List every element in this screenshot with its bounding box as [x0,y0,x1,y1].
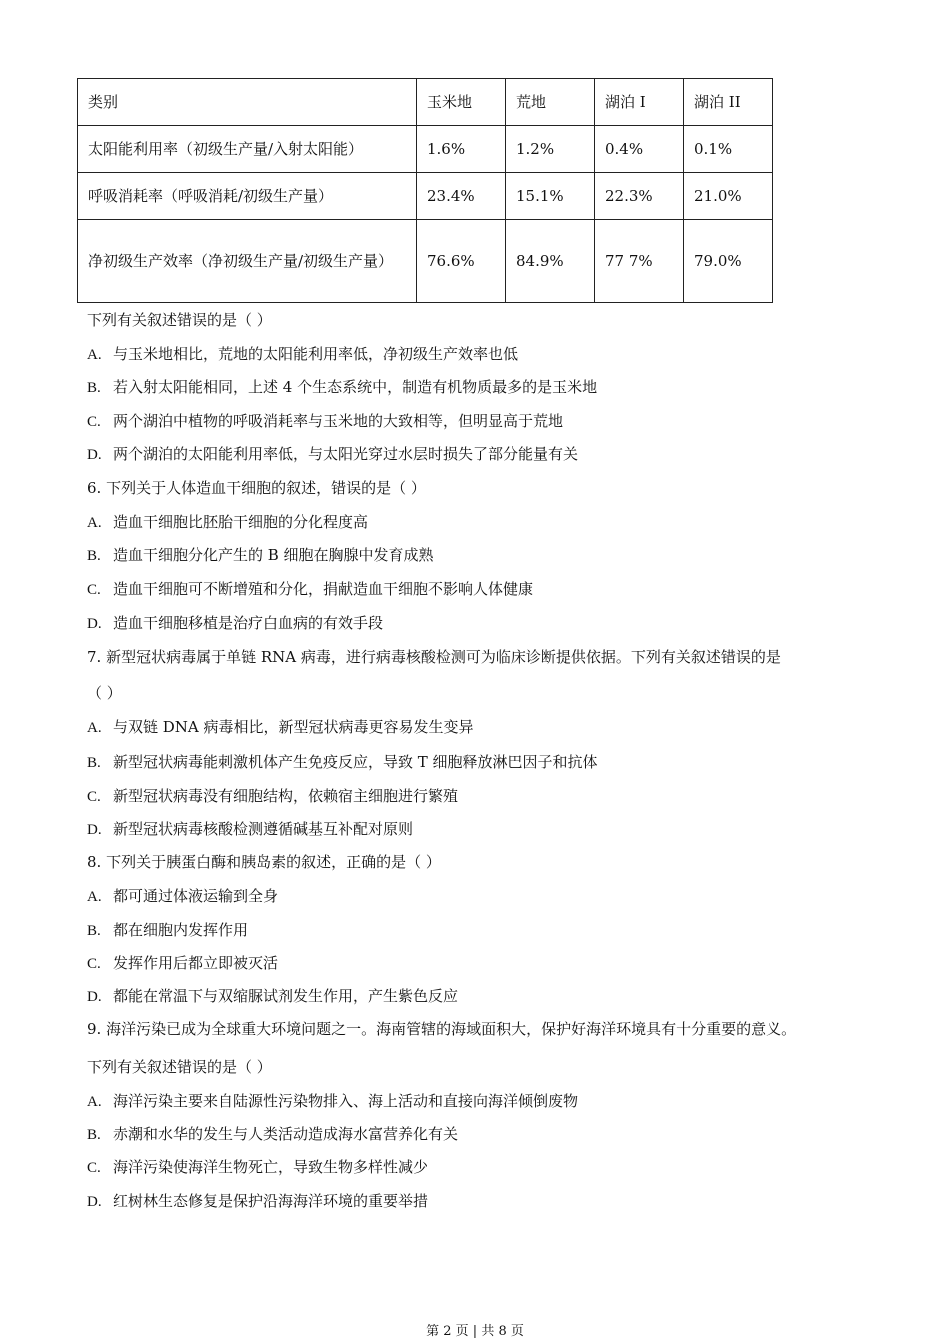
q7-stem: 7. 新型冠状病毒属于单链 RNA 病毒，进行病毒核酸检测可为临床诊断提供依据。下列有关叙述错误的是 [87,648,781,666]
table-row [78,126,773,173]
table-header-cell: 类别 [78,79,417,126]
data-table-wrapper [77,78,773,303]
table-cell: 太阳能利用率（初级生产量/入射太阳能） [78,126,417,173]
q8-stem: 8. 下列关于胰蛋白酶和胰岛素的叙述，正确的是（ ） [87,853,441,871]
q6-option-a [87,512,368,533]
option-text: 都在细胞内发挥作用 [113,921,249,939]
q8-option-d [87,986,458,1007]
option-letter: B. [87,380,101,396]
table-header-cell: 荒地 [506,79,595,126]
q9-stem-cont: 下列有关叙述错误的是（ ） [87,1058,272,1076]
q9-option-a [87,1091,578,1112]
q5-option-c [87,411,563,432]
option-letter: D. [87,1194,102,1210]
option-text: 新型冠状病毒核酸检测遵循碱基互补配对原则 [113,820,414,838]
option-letter: A. [87,347,102,363]
option-text: 海洋污染使海洋生物死亡，导致生物多样性减少 [113,1158,429,1176]
ecosystem-table [77,78,773,303]
table-header-cell: 湖泊 II [684,79,773,126]
q8-option-b [87,920,248,941]
option-letter: C. [87,1160,101,1176]
table-row [78,173,773,220]
q9-option-d [87,1191,428,1212]
page-footer: 第 2 页 | 共 8 页 [426,1324,524,1339]
option-text: 都能在常温下与双缩脲试剂发生作用，产生紫色反应 [113,987,459,1005]
q5-option-d [87,444,578,465]
option-text: 两个湖泊的太阳能利用率低，与太阳光穿过水层时损失了部分能量有关 [113,445,579,463]
q9-option-c [87,1157,428,1178]
table-cell: 呼吸消耗率（呼吸消耗/初级生产量） [78,173,417,220]
table-cell: 79.0% [684,220,773,303]
q6-stem: 6. 下列关于人体造血干细胞的叙述，错误的是（ ） [87,479,426,497]
q8-option-a [87,886,278,907]
option-text: 新型冠状病毒能刺激机体产生免疫反应，导致 T 细胞释放淋巴因子和抗体 [113,753,598,771]
table-cell: 0.4% [595,126,684,173]
option-text: 若入射太阳能相同，上述 4 个生态系统中，制造有机物质最多的是玉米地 [113,378,598,396]
option-text: 两个湖泊中植物的呼吸消耗率与玉米地的大致相等，但明显高于荒地 [113,412,564,430]
table-header-cell: 玉米地 [417,79,506,126]
table-cell: 净初级生产效率（净初级生产量/初级生产量） [78,220,417,303]
option-letter: C. [87,789,101,805]
option-letter: B. [87,755,101,771]
option-letter: B. [87,923,101,939]
table-cell: 76.6% [417,220,506,303]
option-letter: D. [87,989,102,1005]
option-letter: D. [87,447,102,463]
table-cell: 1.2% [506,126,595,173]
table-cell: 15.1% [506,173,595,220]
option-text: 红树林生态修复是保护沿海海洋环境的重要举措 [113,1192,429,1210]
table-cell: 1.6% [417,126,506,173]
table-header-cell: 湖泊 I [595,79,684,126]
table-cell: 23.4% [417,173,506,220]
q5-option-b [87,377,597,398]
option-text: 造血干细胞比胚胎干细胞的分化程度高 [113,513,369,531]
q7-option-a [87,717,474,738]
option-text: 与玉米地相比，荒地的太阳能利用率低，净初级生产效率也低 [113,345,519,363]
q5-option-a [87,344,518,365]
option-letter: A. [87,1094,102,1110]
q9-option-b [87,1124,458,1145]
option-text: 发挥作用后都立即被灭活 [113,954,279,972]
table-header-row [78,79,773,126]
option-text: 与双链 DNA 病毒相比，新型冠状病毒更容易发生变异 [113,718,474,736]
q7-stem-cont: （ ） [87,684,122,702]
option-text: 赤潮和水华的发生与人类活动造成海水富营养化有关 [113,1125,459,1143]
option-text: 造血干细胞可不断增殖和分化，捐献造血干细胞不影响人体健康 [113,580,534,598]
option-text: 都可通过体液运输到全身 [113,887,279,905]
q6-option-c [87,579,533,600]
q7-option-d [87,819,413,840]
option-text: 新型冠状病毒没有细胞结构，依赖宿主细胞进行繁殖 [113,787,459,805]
option-letter: A. [87,515,102,531]
table-cell: 84.9% [506,220,595,303]
q6-option-b [87,545,434,566]
table-cell: 21.0% [684,173,773,220]
option-text: 造血干细胞分化产生的 B 细胞在胸腺中发育成熟 [113,546,434,564]
option-letter: C. [87,582,101,598]
option-letter: D. [87,822,102,838]
option-letter: B. [87,1127,101,1143]
option-letter: C. [87,414,101,430]
option-text: 海洋污染主要来自陆源性污染物排入、海上活动和直接向海洋倾倒废物 [113,1092,579,1110]
table-cell: 0.1% [684,126,773,173]
option-text: 造血干细胞移植是治疗白血病的有效手段 [113,614,384,632]
q8-option-c [87,953,278,974]
option-letter: A. [87,889,102,905]
q9-stem: 9. 海洋污染已成为全球重大环境问题之一。海南管辖的海域面积大，保护好海洋环境具有十分重要的意义。 [87,1020,797,1038]
q7-option-c [87,786,458,807]
q5-stem: 下列有关叙述错误的是（ ） [87,311,272,329]
option-letter: B. [87,548,101,564]
option-letter: A. [87,720,102,736]
option-letter: C. [87,956,101,972]
option-letter: D. [87,616,102,632]
table-cell: 77 7% [595,220,684,303]
table-cell: 22.3% [595,173,684,220]
table-row [78,220,773,303]
q6-option-d [87,613,383,634]
q7-option-b [87,752,598,773]
